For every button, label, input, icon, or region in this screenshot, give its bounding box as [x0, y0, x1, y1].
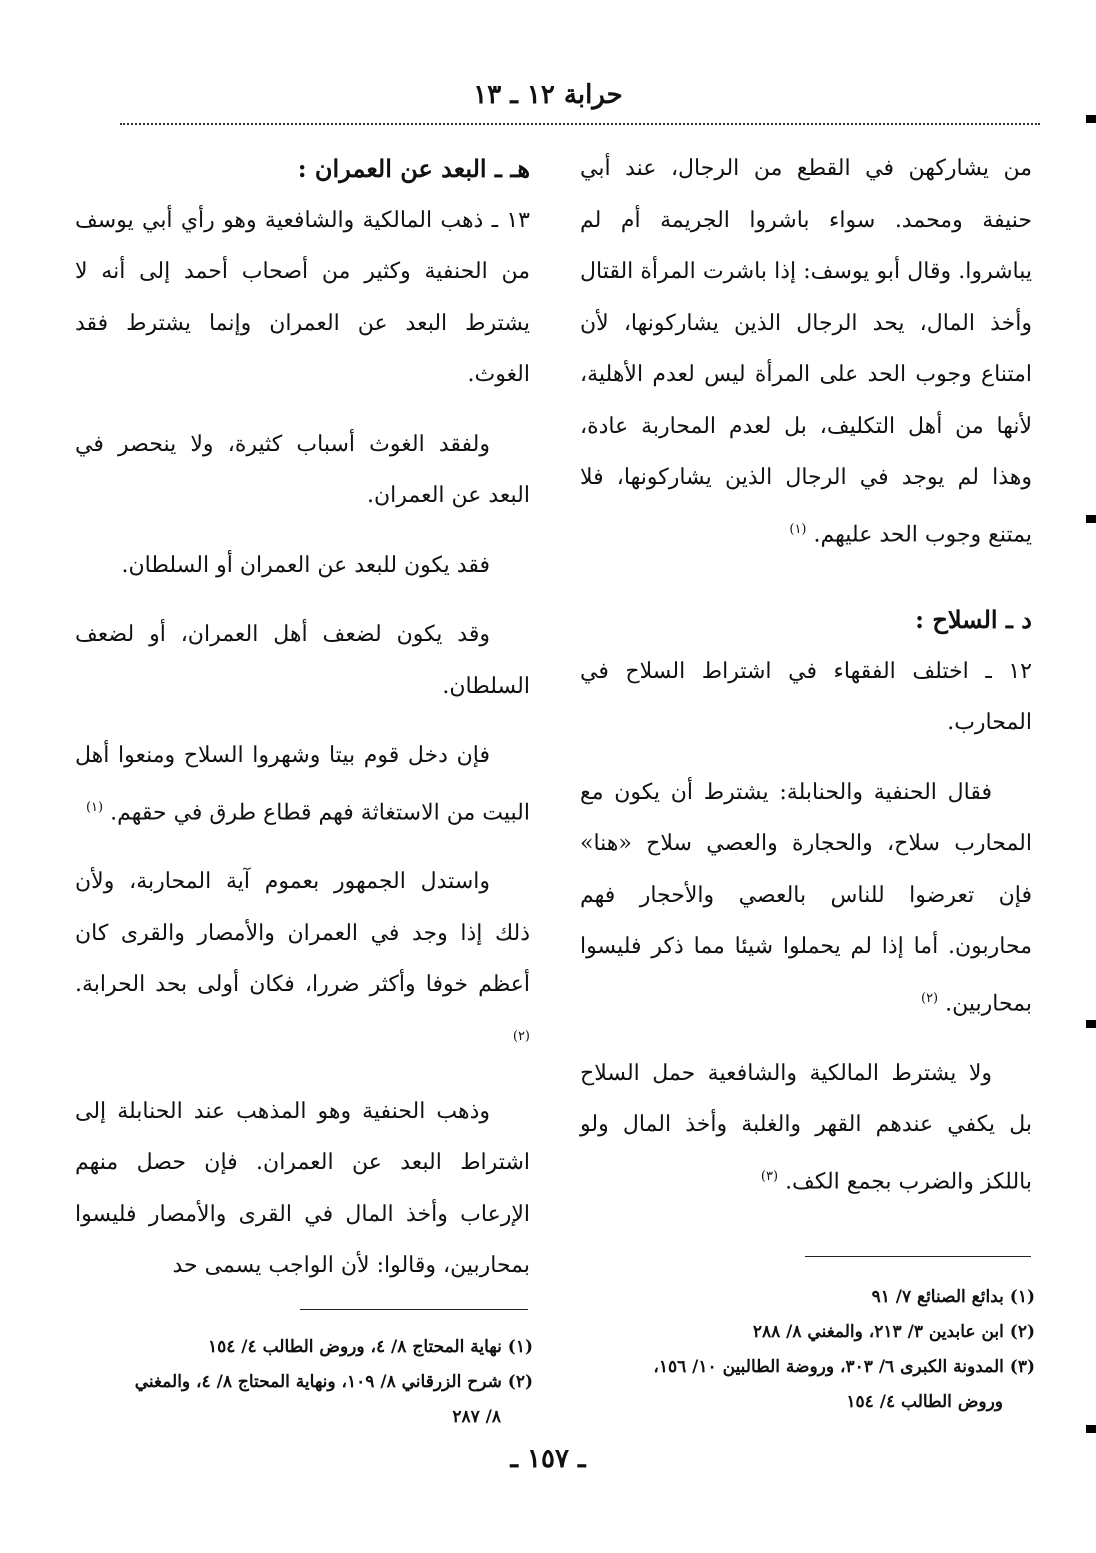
scan-edge-mark [1086, 515, 1096, 523]
spacer [75, 712, 530, 730]
right-paragraph-1 [580, 143, 1032, 560]
footnotes-right [575, 1280, 1035, 1420]
footnotes-left [75, 1330, 533, 1435]
left-paragraph-5-text: فإن دخل قوم بيتا وشهروا السلاح ومنعوا أهل البيت من الاستغاثة فهم قطاع طرق في حقهم. [75, 743, 530, 825]
footnote-ref: (٣) [760, 1168, 779, 1184]
left-paragraph-3: فقد يكون للبعد عن العمران أو السلطان. [121, 552, 490, 578]
footnote-2: (٢) ابن عابدين ٣/ ٢١٣، والمغني ٨/ ٢٨٨ [752, 1322, 1035, 1342]
left-paragraph-1: ١٣ ـ ذهب المالكية والشافعية وهو رأي أبي يوسف من الحنفية وكثير من أصحاب أحمد إلى أنه لا يشترط البعد عن العمران وإنما يشترط فقد الغوث. [75, 207, 530, 387]
section-heading-h: هـ ـ البعد عن العمران : [297, 154, 530, 183]
section-heading-d: د ـ السلاح : [915, 605, 1032, 635]
spacer [75, 522, 530, 540]
right-column [580, 143, 1032, 1207]
page-number: ـ ١٥٧ ـ [510, 1444, 586, 1474]
right-paragraph-4 [580, 1048, 1032, 1208]
header-dotted-rule [120, 123, 1040, 125]
footnote-2-continued: ٨/ ٢٨٧ [452, 1407, 501, 1427]
scan-edge-mark [1086, 115, 1096, 123]
spacer [580, 560, 1032, 594]
footnote-ref: (١) [789, 521, 807, 537]
scan-edge-mark [1086, 1425, 1096, 1433]
spacer [580, 1030, 1032, 1048]
running-header: حرابة ١٢ ـ ١٣ [473, 80, 623, 110]
left-paragraph-7: وذهب الحنفية وهو المذهب عند الحنابلة إلى اشتراط البعد عن العمران. فإن حصل منهم الإرعاب وأخذ المال في القرى والأمصار فليسوا بمحاربين، وقالوا: لأن الواجب يسمى حد [75, 1098, 530, 1279]
footnote-3: (٣) المدونة الكبرى ٦/ ٣٠٣، وروضة الطالبين ١٠/ ١٥٦، [653, 1357, 1035, 1377]
footnote-rule-left [300, 1309, 528, 1310]
left-paragraph-6 [75, 856, 530, 1067]
footnote-ref: (١) [85, 799, 104, 815]
right-paragraph-1-text: من يشاركهن في القطع من الرجال، عند أبي حنيفة ومحمد. سواء باشروا الجريمة أم لم يباشروا. وقال أبو يوسف: إذا باشرت المرأة القتال وأخذ المال، يحد الرجال الذين يشاركونها، لأن امتناع وجوب الحد على المرأة ليس لعدم الأهلية، لأنها من أهل التكليف، بل لعدم المحاربة عادة، وهذا لم يوجد في الرجال الذين يشاركونها، فلا يمتنع وجوب الحد عليهم. [580, 156, 1032, 547]
left-paragraph-2: ولفقد الغوث أسباب كثيرة، ولا ينحصر في البعد عن العمران. [75, 431, 530, 508]
footnote-rule-right [805, 1256, 1031, 1257]
footnote-2: (٢) شرح الزرقاني ٨/ ١٠٩، ونهاية المحتاج ٨/ ٤، والمغني [134, 1372, 533, 1392]
footnote-1: (١) نهاية المحتاج ٨/ ٤، وروض الطالب ٤/ ١٥٤ [207, 1337, 533, 1357]
scan-edge-mark [1086, 1020, 1096, 1028]
left-paragraph-5 [75, 730, 530, 838]
spacer [75, 838, 530, 856]
left-paragraph-4: وقد يكون لضعف أهل العمران، أو لضعف السلطان. [75, 622, 530, 699]
left-paragraph-6-text: واستدل الجمهور بعموم آية المحاربة، ولأن ذلك إذا وجد في العمران والأمصار والقرى كان أعظم خوفا وأكثر ضررا، فكان أولى بحد الحرابة. [75, 869, 530, 998]
right-paragraph-3-text: فقال الحنفية والحنابلة: يشترط أن يكون مع المحارب سلاح، والحجارة والعصي سلاح «هنا» فإن تعرضوا للناس بالعصي والأحجار فهم محاربون. أما إذا لم يحملوا شيئا مما ذكر فليسوا بمحاربين. [580, 779, 1032, 1017]
spacer [75, 591, 530, 609]
footnote-ref: (٢) [920, 990, 939, 1006]
right-paragraph-4-text: ولا يشترط المالكية والشافعية حمل السلاح بل يكفي عندهم القهر والغلبة وأخذ المال ولو باللكز والضرب بجمع الكف. [580, 1060, 1032, 1194]
footnote-3-continued: وروض الطالب ٤/ ١٥٤ [846, 1392, 1003, 1412]
spacer [75, 1068, 530, 1086]
right-paragraph-3 [580, 767, 1032, 1030]
left-column [75, 143, 530, 1292]
right-paragraph-2: ١٢ ـ اختلف الفقهاء في اشتراط السلاح في المحارب. [580, 658, 1032, 736]
footnote-ref: (٢) [512, 1028, 530, 1044]
footnote-1: (١) بدائع الصنائع ٧/ ٩١ [871, 1287, 1035, 1307]
spacer [75, 401, 530, 419]
spacer [580, 749, 1032, 767]
